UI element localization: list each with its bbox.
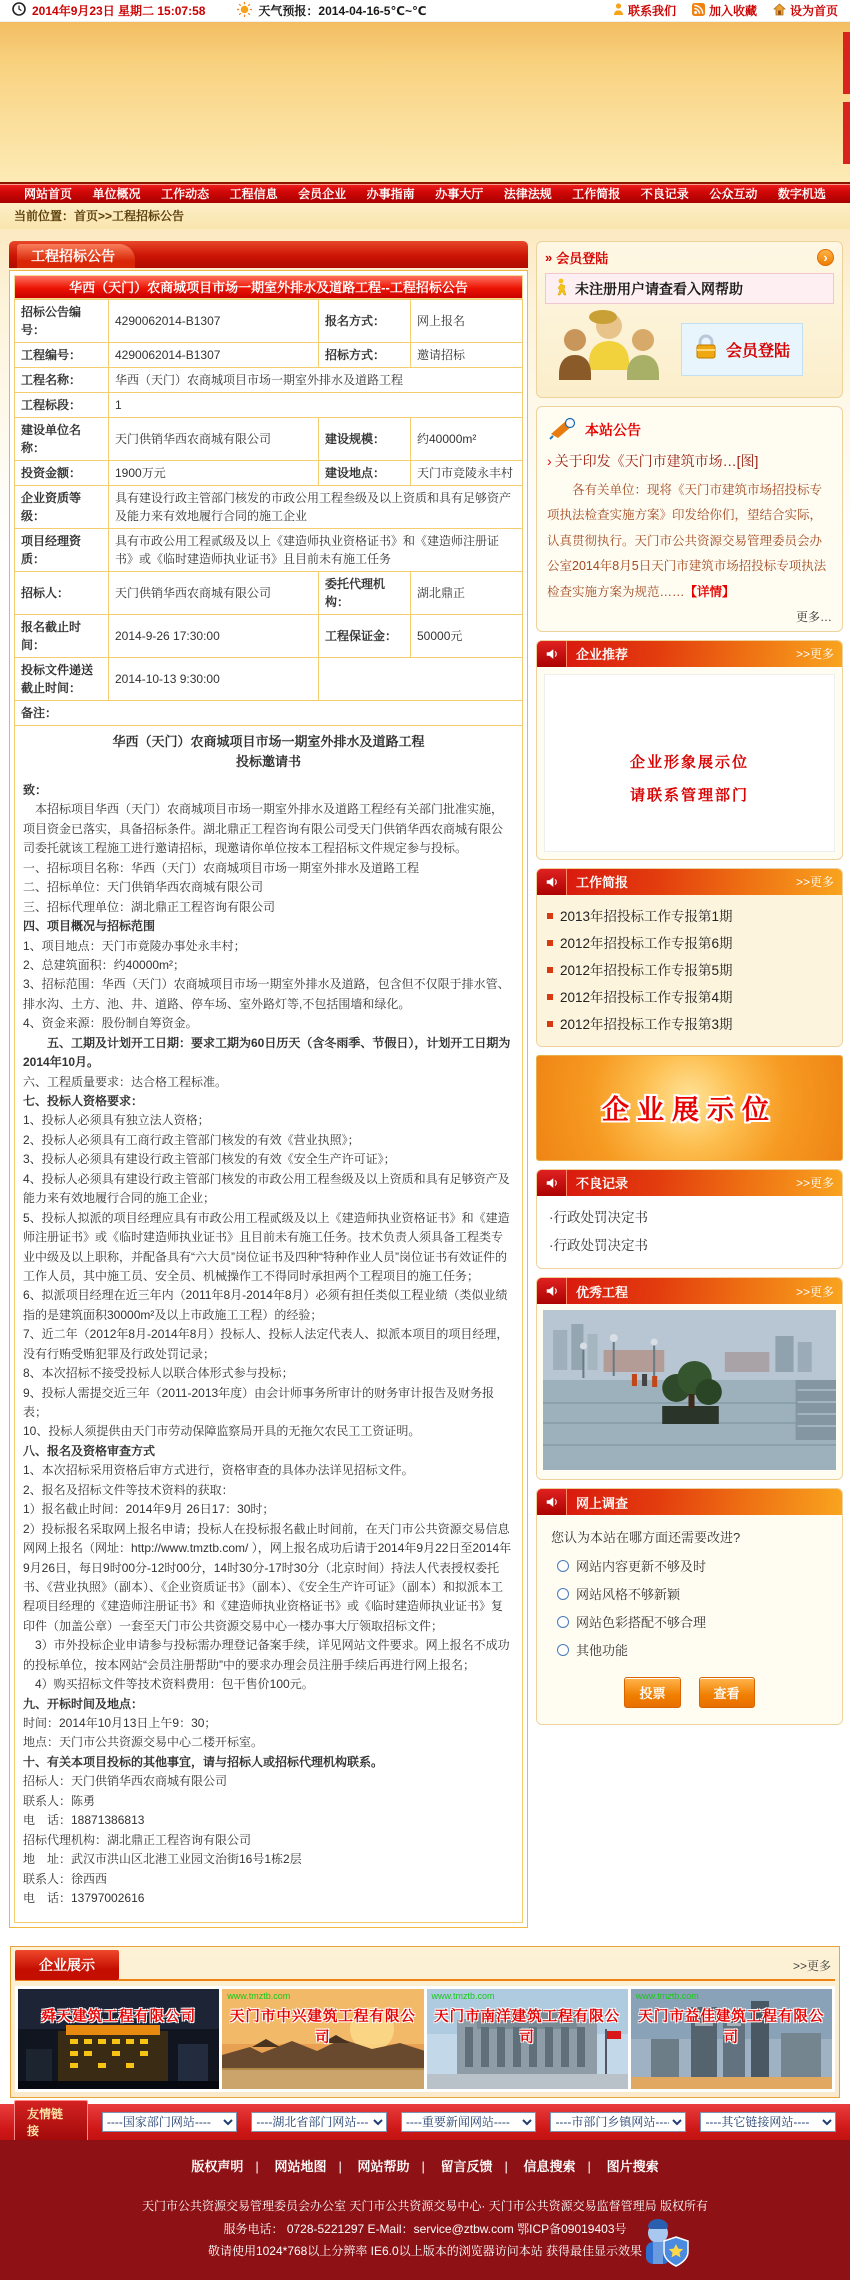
radio-icon[interactable] bbox=[557, 1616, 569, 1628]
table-row bbox=[15, 658, 523, 701]
separator: | bbox=[338, 2159, 342, 2175]
company-banner[interactable] bbox=[631, 1989, 832, 2089]
weather-text: 天气预报：2014-04-16-5℃~℃ bbox=[258, 4, 427, 18]
banner-edge-decor bbox=[843, 32, 850, 94]
bad-record-item-link[interactable] bbox=[549, 1204, 830, 1232]
ad-banner-text: 企业展示位 bbox=[602, 1095, 777, 1126]
remark-line: 招标人：天门供销华西农商城有限公司 bbox=[23, 1774, 228, 1789]
bulletin-body-text bbox=[547, 478, 832, 606]
remark-line: 1）报名截止时间：2014年9月 26日17：30时； bbox=[23, 1502, 275, 1517]
nav-item-guide[interactable]: 办事指南 bbox=[366, 187, 415, 201]
walking-person-icon bbox=[554, 278, 568, 299]
remark-line: 四、项目概况与招标范围 bbox=[23, 919, 156, 934]
tender-notice-table bbox=[14, 299, 523, 1923]
rss-icon bbox=[692, 3, 705, 19]
speaker-icon bbox=[537, 1278, 567, 1304]
member-login-header bbox=[537, 242, 842, 269]
square-bullet-icon bbox=[547, 967, 553, 973]
remark-line: 地点：天门市公共资源交易中心二楼开标室。 bbox=[23, 1735, 264, 1750]
field-label: 项目经理资质： bbox=[15, 529, 109, 572]
friend-links-bar bbox=[0, 2104, 850, 2140]
remark-line: 八、报名及资格审查方式 bbox=[23, 1443, 156, 1458]
remark-line: 电 话：13797002616 bbox=[23, 1890, 145, 1905]
poll-option-label: 网站风格不够新颖 bbox=[576, 1587, 681, 1603]
briefing-item-link[interactable] bbox=[547, 984, 832, 1011]
field-label: 招标公告编号： bbox=[15, 300, 109, 343]
remark-line: 五、工期及计划开工日期：要求工期为60日历天（含冬雨季、节假日），计划开工日期为2014年10月。 bbox=[23, 1035, 511, 1070]
nav-item-overview[interactable]: 单位概况 bbox=[92, 187, 141, 201]
remark-line: 2）投标报名采取网上报名申请；投标人在投标报名截止时间前，在天门市公共资源交易信息网网上报名（网址：http://www.tmztb.com/ ），网上报名成功后请于2014年9月22日至2014年9月26日，每日9时00分-12时00分，14时30分-17时30分（北京时间）持法人代表授权委托书、《营业执照》（副本）、《企业资质证书》（副本）、《安全生产许可证》（副本）和拟派本工程项目经理的《建造师注册证书》和《建造师执业资格证书》或《临时建造师执业证书》复印件（加盖公章）一套至天门市公共资源交易中心一楼办事大厅领取招标文件； bbox=[23, 1521, 512, 1633]
lock-icon bbox=[694, 334, 718, 365]
table-row bbox=[15, 393, 523, 418]
company-banner[interactable] bbox=[222, 1989, 423, 2089]
field-value: 2014-9-26 17:30:00 bbox=[109, 615, 319, 658]
bad-records-list bbox=[537, 1196, 842, 1269]
remark-line: 电 话：18871386813 bbox=[23, 1813, 145, 1828]
separator: | bbox=[255, 2159, 259, 2175]
site-banner bbox=[0, 22, 850, 182]
work-briefing-header bbox=[537, 869, 842, 895]
tender-notice-title: 华西（天门）农商城项目市场一期室外排水及道路工程--工程招标公告 bbox=[14, 275, 523, 299]
radio-icon[interactable] bbox=[557, 1560, 569, 1572]
field-value: 湖北鼎正 bbox=[411, 572, 523, 615]
fine-projects-title: 优秀工程 bbox=[576, 1284, 629, 1300]
company-recommend-header bbox=[537, 641, 842, 667]
company-showcase-header bbox=[15, 1951, 835, 1981]
remark-line: 九、开标时间及地点： bbox=[23, 1696, 144, 1711]
table-row bbox=[15, 615, 523, 658]
sidebar bbox=[536, 241, 843, 1928]
radio-icon[interactable] bbox=[557, 1644, 569, 1656]
company-banner-name: 舜天建筑工程有限公司 bbox=[41, 2009, 197, 2026]
nav-item-laws[interactable]: 法律法规 bbox=[503, 187, 552, 201]
remark-title: 华西（天门）农商城项目市场一期室外排水及道路工程 bbox=[112, 734, 425, 749]
nav-item-service-hall[interactable]: 办事大厅 bbox=[435, 187, 484, 201]
home-icon bbox=[773, 3, 786, 19]
nav-item-briefing[interactable]: 工作简报 bbox=[572, 187, 621, 201]
friend-links-select-other[interactable] bbox=[700, 2112, 836, 2132]
clock-icon bbox=[12, 2, 26, 19]
briefing-item-label: 2012年招投标工作专报第4期 bbox=[560, 989, 733, 1005]
bulletin-item-title: 关于印发《天门市建筑市场…[图] bbox=[554, 453, 759, 469]
homepage-label: 设为首页 bbox=[789, 4, 838, 18]
poll-option-label: 其他功能 bbox=[576, 1643, 629, 1659]
company-showcase-ad-banner[interactable] bbox=[536, 1055, 843, 1161]
bad-record-label: 行政处罚决定书 bbox=[553, 1238, 648, 1254]
remark-subtitle: 投标邀请书 bbox=[235, 753, 301, 769]
company-showcase-tab[interactable]: 企业展示 bbox=[15, 1950, 119, 1980]
poll-option[interactable] bbox=[557, 1556, 828, 1575]
remark-line: 1、投标人必须具有独立法人资格； bbox=[23, 1113, 210, 1128]
dot-bullet-icon: · bbox=[549, 1209, 554, 1225]
company-banner-name: 天门市中兴建筑工程有限公司 bbox=[229, 2009, 416, 2047]
remark-line: 4、投标人必须具有建设行政主管部门核发的市政公用工程叁级及以上资质和具有足够资产及能力来有效地履行合同的施工企业； bbox=[23, 1171, 510, 1206]
poll-option[interactable] bbox=[557, 1612, 828, 1631]
footer-link-image-search[interactable]: 图片搜索 bbox=[606, 2159, 659, 2175]
set-homepage-link[interactable] bbox=[773, 2, 838, 19]
field-label: 投资金额： bbox=[15, 461, 109, 486]
site-bulletin-header bbox=[547, 415, 832, 444]
bulletin-detail-link[interactable]: 【详情】 bbox=[684, 585, 735, 600]
field-label: 工程标段： bbox=[15, 393, 109, 418]
speaker-icon bbox=[537, 641, 567, 667]
company-banner-name: 天门市南洋建筑工程有限公司 bbox=[434, 2009, 621, 2047]
company-banner-row bbox=[15, 1986, 835, 2092]
briefing-item-label: 2012年招投标工作专报第5期 bbox=[560, 962, 733, 978]
add-favorite-link[interactable] bbox=[692, 2, 757, 19]
briefing-item-label: 2012年招投标工作专报第6期 bbox=[560, 935, 733, 951]
main-nav bbox=[0, 182, 850, 203]
poll-option-label: 网站内容更新不够及时 bbox=[576, 1559, 707, 1575]
field-label: 报名方式： bbox=[319, 300, 411, 343]
table-row bbox=[15, 486, 523, 529]
remark-line: 10、投标人须提供由天门市劳动保障监察局开具的无拖欠农民工工资证明。 bbox=[23, 1424, 421, 1439]
field-value: 约40000m² bbox=[411, 418, 523, 461]
separator: | bbox=[587, 2159, 591, 2175]
member-login-body bbox=[537, 306, 842, 389]
briefing-item-label: 2013年招投标工作专报第1期 bbox=[560, 908, 733, 924]
nav-item-news[interactable]: 工作动态 bbox=[161, 187, 210, 201]
field-value-empty bbox=[319, 658, 523, 701]
table-row bbox=[15, 529, 523, 572]
work-briefing-more-link[interactable]: >>更多 bbox=[795, 875, 834, 890]
work-briefing-panel bbox=[536, 868, 843, 1047]
view-results-button[interactable]: 查看 bbox=[699, 1677, 755, 1708]
work-briefing-list bbox=[537, 895, 842, 1046]
footer-link-info-search[interactable]: 信息搜索 bbox=[523, 2159, 576, 2175]
briefing-item-link[interactable] bbox=[547, 903, 832, 930]
footer-link-help[interactable]: 网站帮助 bbox=[357, 2159, 410, 2175]
field-value: 邀请招标 bbox=[411, 343, 523, 368]
field-label: 招标方式： bbox=[319, 343, 411, 368]
field-value: 1900万元 bbox=[109, 461, 319, 486]
remark-line: 7、近二年（2012年8月-2014年8月）投标人、投标人法定代表人、拟派本项目的项目经理，没有行贿受贿犯罪及行政处罚记录； bbox=[23, 1327, 509, 1361]
remark-line: 1、项目地点：天门市竟陵办事处永丰村； bbox=[23, 938, 246, 953]
remark-line: 3）市外投标企业申请参与投标需办理登记备案手续，详见网站文件要求。网上报名不成功的投标单位，按本网站“会员注册帮助”中的要求办理会员注册手续后再进行网上报名； bbox=[23, 1638, 510, 1672]
table-row bbox=[15, 343, 523, 368]
member-login-button-label: 会员登陆 bbox=[726, 343, 791, 360]
company-banner-url: www.tmztb.com bbox=[431, 1991, 495, 2002]
footer-copyright-line: 天门市公共资源交易管理委员会办公室 天门市公共资源交易中心· 天门市公共资源交易监督管理局 版权所有 bbox=[141, 2199, 708, 2214]
footer-browser-line: 敬请使用1024*768以上分辨率 IE6.0以上版本的浏览器访问本站 获得最佳显示效果 bbox=[207, 2243, 643, 2258]
table-row bbox=[15, 418, 523, 461]
remark-line: 地 址：武汉市洪山区北港工业园文治街16号1栋2层 bbox=[23, 1852, 302, 1867]
field-label: 建设单位名称： bbox=[15, 418, 109, 461]
content-area bbox=[0, 229, 850, 1942]
contact-label: 联系我们 bbox=[627, 4, 676, 18]
field-value: 天门供销华西农商城有限公司 bbox=[109, 572, 319, 615]
remark-line: 4、资金来源：股份制自筹资金。 bbox=[23, 1016, 198, 1031]
field-value: 4290062014-B1307 bbox=[109, 300, 319, 343]
remark-line: 本招标项目华西（天门）农商城项目市场一期室外排水及道路工程经有关部门批准实施，项目资金已落实，具备招标条件。湖北鼎正工程咨询有限公司受天门供销华西农商城有限公司委托就该工程施工进行邀请招标，现邀请你单位按本工程招标文件规定参与投标。 bbox=[23, 802, 504, 856]
bad-records-more-link[interactable]: >>更多 bbox=[795, 1176, 834, 1191]
main-column bbox=[9, 241, 528, 1928]
poll-option-label: 网站色彩搭配不够合理 bbox=[576, 1615, 707, 1631]
contact-link[interactable] bbox=[613, 2, 676, 19]
footer-contact-line: 服务电话： 0728-5221297 E-Mail：service@ztbw.com 鄂ICP备09019403号 bbox=[223, 2221, 627, 2236]
member-login-button[interactable] bbox=[681, 323, 803, 376]
notice-tab-bar bbox=[9, 241, 528, 268]
nav-item-home[interactable]: 网站首页 bbox=[24, 187, 73, 201]
field-label: 委托代理机构： bbox=[319, 572, 411, 615]
field-value: 50000元 bbox=[411, 615, 523, 658]
double-angle-icon: » bbox=[545, 250, 553, 265]
topbar bbox=[0, 0, 850, 22]
square-bullet-icon bbox=[547, 940, 553, 946]
fine-projects-panel bbox=[536, 1277, 843, 1480]
footer-link-copyright[interactable]: 版权声明 bbox=[191, 2159, 244, 2175]
remark-line: 七、投标人资格要求： bbox=[23, 1094, 144, 1108]
remark-line: 致： bbox=[23, 783, 48, 797]
speaker-icon bbox=[537, 1170, 567, 1196]
remark-line: 3、投标人必须具有建设行政主管部门核发的有效《安全生产许可证》； bbox=[23, 1152, 396, 1167]
field-value: 华西（天门）农商城项目市场一期室外排水及道路工程 bbox=[109, 368, 523, 393]
remark-line: 六、工程质量要求：达合格工程标准。 bbox=[23, 1074, 228, 1089]
field-value: 具有建设行政主管部门核发的市政公用工程叁级及以上资质和具有足够资产及能力来有效地履行合同的施工企业 bbox=[109, 486, 523, 529]
member-login-title: 会员登陆 bbox=[556, 251, 609, 266]
footer-link-feedback[interactable]: 留言反馈 bbox=[440, 2159, 493, 2175]
bad-record-item-link[interactable] bbox=[549, 1232, 830, 1260]
register-help-link[interactable] bbox=[545, 273, 834, 304]
field-value: 4290062014-B1307 bbox=[109, 343, 319, 368]
separator: | bbox=[421, 2159, 425, 2175]
field-label: 工程编号： bbox=[15, 343, 109, 368]
company-banner-url: www.tmztb.com bbox=[635, 1991, 699, 2002]
table-row bbox=[15, 300, 523, 343]
nav-item-project-info[interactable]: 工程信息 bbox=[229, 187, 278, 201]
nav-item-digital-selection[interactable]: 数字机选 bbox=[777, 187, 826, 201]
remark-line: 9、投标人需提交近三年（2011-2013年度）由会计师事务所审计的财务审计报告及财务报表； bbox=[23, 1385, 495, 1419]
footer-links bbox=[0, 2156, 850, 2175]
nav-item-interaction[interactable]: 公众互动 bbox=[709, 187, 758, 201]
remark-line: 2、投标人必须具有工商行政主管部门核发的有效《营业执照》； bbox=[23, 1132, 360, 1147]
table-row bbox=[15, 572, 523, 615]
remark-content bbox=[15, 726, 523, 1923]
site-bulletin-panel bbox=[536, 406, 843, 632]
nav-item-bad-records[interactable]: 不良记录 bbox=[640, 187, 689, 201]
recommend-line: 请联系管理部门 bbox=[629, 786, 749, 804]
register-help-label: 未注册用户请查看入网帮助 bbox=[575, 280, 743, 297]
briefing-item-link[interactable] bbox=[547, 957, 832, 984]
table-row bbox=[15, 701, 523, 726]
field-value: 2014-10-13 9:30:00 bbox=[109, 658, 319, 701]
megaphone-icon bbox=[547, 415, 577, 444]
remark-line: 1、本次招标采用资格后审方式进行，资格审查的具体办法详见招标文件。 bbox=[23, 1463, 414, 1478]
table-row bbox=[15, 461, 523, 486]
field-label: 报名截止时间： bbox=[15, 615, 109, 658]
bad-record-label: 行政处罚决定书 bbox=[553, 1209, 648, 1225]
bad-records-panel bbox=[536, 1169, 843, 1270]
breadcrumb: 当前位置：首页>>工程招标公告 bbox=[0, 203, 850, 229]
tender-notice-box bbox=[9, 270, 528, 1928]
company-recommend-body[interactable] bbox=[544, 674, 835, 852]
remark-line: 2、总建筑面积：约40000m²； bbox=[23, 957, 186, 972]
table-row-remark bbox=[15, 726, 523, 1923]
radio-icon[interactable] bbox=[557, 1588, 569, 1600]
person-icon bbox=[613, 3, 624, 19]
fine-project-photo[interactable] bbox=[537, 1304, 842, 1479]
remark-line: 招标代理机构：湖北鼎正工程咨询有限公司 bbox=[23, 1832, 252, 1847]
remark-line: 6、拟派项目经理在近三年内（2011年8月-2014年8月）必须有担任类似工程业绩（类似业绩指的是建筑面积30000m²及以上市政施工工程）的经验； bbox=[23, 1288, 508, 1322]
circle-arrow-icon[interactable]: › bbox=[817, 249, 834, 266]
friend-links-label: 友情链接 bbox=[14, 2100, 88, 2144]
remark-line: 5、投标人拟派的项目经理应具有市政公用工程贰级及以上《建造师执业资格证书》和《建造师注册证书》或《临时建造师执业证书》且目前未有施工任务。技术负责人须具备工程类专业中级及以上职称，并配备具有“六大员”岗位证书及四种“特种作业人员”岗位证书有效证件的工作人员，其中施工员、安全员、机械操作工不得同时承担两个工程项目的施工任务； bbox=[23, 1210, 510, 1283]
field-value: 天门供销华西农商城有限公司 bbox=[109, 418, 319, 461]
field-label: 企业资质等级： bbox=[15, 486, 109, 529]
fine-projects-more-link[interactable]: >>更多 bbox=[795, 1284, 834, 1299]
remark-line: 4）购买招标文件等技术资料费用：包干售价100元。 bbox=[23, 1677, 314, 1692]
bad-records-title: 不良记录 bbox=[576, 1176, 629, 1192]
dot-bullet-icon: · bbox=[549, 1238, 554, 1254]
friend-links-select-news[interactable] bbox=[401, 2112, 537, 2132]
people-group-image bbox=[545, 310, 673, 389]
company-showcase-more-link[interactable]: >>更多 bbox=[792, 1958, 831, 1973]
remark-lines bbox=[23, 781, 514, 1908]
company-recommend-more-link[interactable]: >>更多 bbox=[795, 647, 834, 662]
tab-project-tender-notice[interactable]: 工程招标公告 bbox=[17, 244, 135, 268]
remark-line: 3、招标范围：华西（天门）农商城项目市场一期室外排水及道路，包含但不仅限于排水管、排水沟、土方、池、井、道路、停车场、室外路灯等,不包括围墙和绿化。 bbox=[23, 977, 510, 1011]
poll-question: 您认为本站在哪方面还需要改进? bbox=[551, 1530, 741, 1546]
remark-line: 8、本次招标不接受投标人以联合体形式参与投标； bbox=[23, 1366, 294, 1381]
field-value: 网上报名 bbox=[411, 300, 523, 343]
site-bulletin-title: 本站公告 bbox=[585, 421, 641, 438]
briefing-item-link[interactable] bbox=[547, 1011, 832, 1038]
field-label: 工程保证金： bbox=[319, 615, 411, 658]
arrow-icon: › bbox=[547, 453, 552, 469]
field-label: 招标人： bbox=[15, 572, 109, 615]
datetime-text: 2014年9月23日 星期二 15:07:58 bbox=[32, 4, 206, 18]
friend-links-select-city[interactable] bbox=[550, 2112, 686, 2132]
poll-option[interactable] bbox=[557, 1584, 828, 1603]
footer-link-sitemap[interactable]: 网站地图 bbox=[274, 2159, 327, 2175]
online-poll-panel bbox=[536, 1488, 843, 1725]
bad-records-header bbox=[537, 1170, 842, 1196]
remark-line: 联系人：陈勇 bbox=[23, 1793, 96, 1808]
field-value: 天门市竞陵永丰村 bbox=[411, 461, 523, 486]
poll-option[interactable] bbox=[557, 1640, 828, 1659]
remark-line: 三、招标代理单位：湖北鼎正工程咨询有限公司 bbox=[23, 899, 276, 914]
friend-links-select-province[interactable] bbox=[251, 2112, 387, 2132]
square-bullet-icon bbox=[547, 994, 553, 1000]
bulletin-more-link[interactable]: 更多… bbox=[795, 609, 832, 624]
footer bbox=[0, 2140, 850, 2280]
square-bullet-icon bbox=[547, 913, 553, 919]
company-banner-name: 天门市益佳建筑工程有限公司 bbox=[638, 2009, 825, 2047]
field-label: 工程名称： bbox=[15, 368, 109, 393]
company-banner[interactable] bbox=[427, 1989, 628, 2089]
remark-line: 二、招标单位：天门供销华西农商城有限公司 bbox=[23, 880, 264, 895]
online-poll-body bbox=[537, 1515, 842, 1724]
separator: | bbox=[504, 2159, 508, 2175]
briefing-item-label: 2012年招投标工作专报第3期 bbox=[560, 1016, 733, 1032]
field-label: 建设规模： bbox=[319, 418, 411, 461]
bulletin-excerpt: 各有关单位：现将《天门市建筑市场招投标专项执法检查实施方案》印发给你们，望结合实际，认真贯彻执行。天门市公共资源交易管理委员会办公室2014年8月5日天门市建筑市场招投标专项执法检查实施方案为规范…… bbox=[547, 482, 827, 600]
speaker-icon bbox=[537, 869, 567, 895]
company-showcase-strip bbox=[10, 1946, 840, 2098]
fine-projects-header bbox=[537, 1278, 842, 1304]
speaker-icon bbox=[537, 1489, 567, 1515]
online-poll-title: 网上调查 bbox=[576, 1495, 629, 1511]
recommend-line: 企业形象展示位 bbox=[629, 753, 749, 771]
field-value: 1 bbox=[109, 393, 523, 418]
online-poll-header bbox=[537, 1489, 842, 1515]
remark-line: 时间：2014年10月13日上午9：30； bbox=[23, 1716, 217, 1730]
bulletin-item-link[interactable] bbox=[547, 452, 832, 472]
field-value: 具有市政公用工程贰级及以上《建造师执业资格证书》和《建造师注册证书》或《临时建造师执业证书》且目前未有施工任务 bbox=[109, 529, 523, 572]
field-label: 投标文件递送截止时间： bbox=[15, 658, 109, 701]
briefing-item-link[interactable] bbox=[547, 930, 832, 957]
remark-line: 十、有关本项目投标的其他事宜，请与招标人或招标代理机构联系。 bbox=[23, 1754, 384, 1769]
work-briefing-title: 工作简报 bbox=[576, 875, 629, 891]
remark-line: 联系人：徐西西 bbox=[23, 1871, 108, 1886]
company-recommend-panel bbox=[536, 640, 843, 860]
remark-line: 2、报名及招标文件等技术资料的获取： bbox=[23, 1482, 234, 1497]
table-row bbox=[15, 368, 523, 393]
remark-line: 一、招标项目名称：华西（天门）农商城项目市场一期室外排水及道路工程 bbox=[23, 860, 420, 875]
nav-item-member-companies[interactable]: 会员企业 bbox=[298, 187, 347, 201]
member-login-panel bbox=[536, 241, 843, 398]
sun-icon bbox=[237, 2, 252, 20]
cyber-police-badge-icon[interactable] bbox=[634, 2215, 692, 2276]
company-banner-url: www.tmztb.com bbox=[227, 1991, 291, 2002]
company-banner[interactable] bbox=[18, 1989, 219, 2089]
remark-label: 备注： bbox=[15, 701, 523, 726]
vote-button[interactable]: 投票 bbox=[624, 1677, 680, 1708]
square-bullet-icon bbox=[547, 1021, 553, 1027]
friend-links-select-national[interactable] bbox=[102, 2112, 238, 2132]
field-label: 建设地点： bbox=[319, 461, 411, 486]
company-recommend-title: 企业推荐 bbox=[576, 647, 629, 663]
favorite-label: 加入收藏 bbox=[708, 4, 757, 18]
